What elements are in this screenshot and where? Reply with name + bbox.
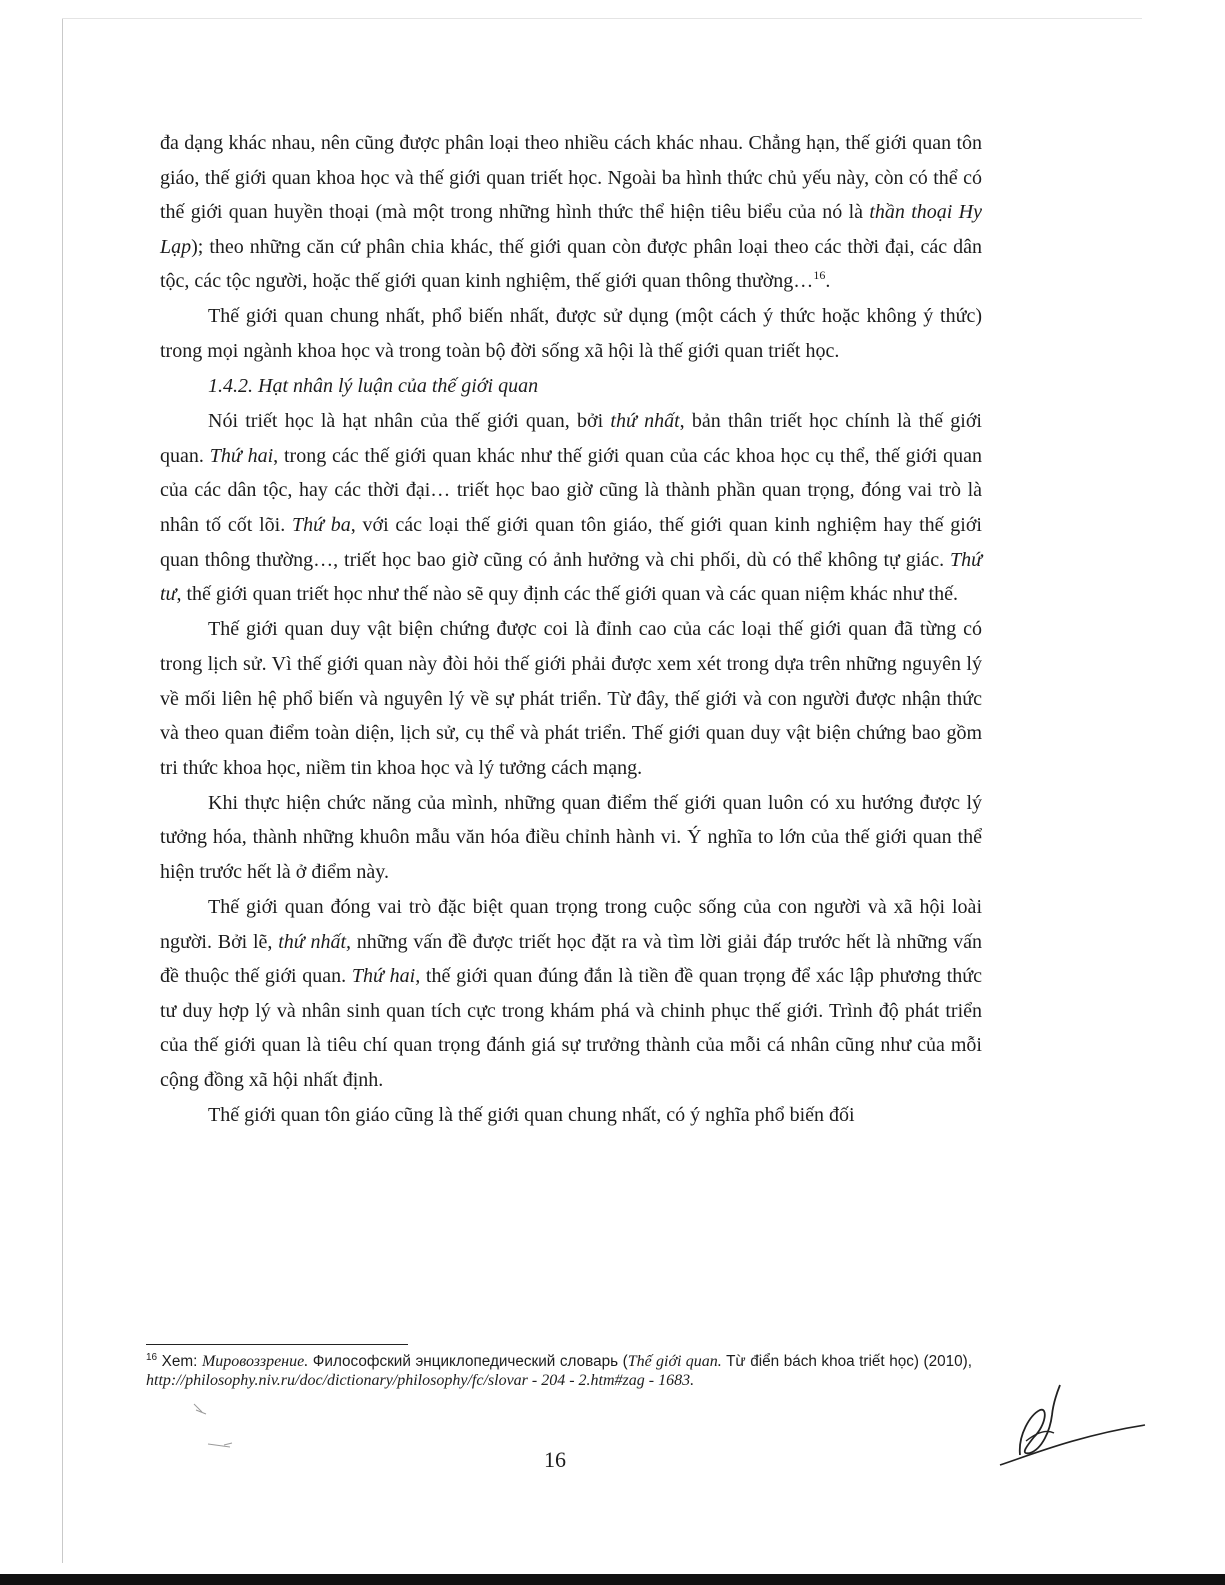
section-heading: 1.4.2. Hạt nhân lý luận của thế giới quan: [208, 375, 539, 398]
footnote-url[interactable]: http://philosophy.niv.ru/doc/dictionary/philosophy/fc/slovar - 204 - 2.htm#zag - 1683.: [146, 1372, 695, 1389]
paragraph-2: Thế giới quan chung nhất, phổ biến nhất, được sử dụng (một cách ý thức hoặc không ý thức) trong mọi ngành khoa học và trong toàn bộ đời sống xã hội là thế giới quan triết học.: [160, 305, 982, 363]
paragraph-6-text-a: Thế giới quan đóng vai trò đặc biệt quan trọng trong cuộc sống của con người và xã hội loài người. Bởi lẽ,: [160, 896, 982, 953]
paragraph-7: Thế giới quan tôn giáo cũng là thế giới quan chung nhất, có ý nghĩa phổ biến đối: [208, 1104, 855, 1127]
page-edge-left: [62, 18, 63, 1563]
paragraph-3-text-a: Nói triết học là hạt nhân của thế giới quan, bởi: [208, 410, 611, 433]
paragraph-3-text-i: , thế giới quan triết học như thế nào sẽ quy định các thế giới quan và các quan niệm khác như thế.: [176, 583, 958, 606]
paragraph-3: [160, 404, 982, 612]
footnote-source: Философский энциклопедический словарь (: [308, 1353, 628, 1370]
page-number: 16: [544, 1447, 566, 1472]
paragraph-6-text-e: thế giới quan đúng đắn là tiền đề quan trọng để xác lập phương thức tư duy hợp lý và nhân sinh quan tích cực trong khám phá và chinh phục thế giới. Trình độ phát triển của thế giới quan là tiêu chí quan trọng đánh giá sự trưởng thành của mỗi cá nhân cũng như của mỗi cộng đồng xã hội nhất định.: [160, 965, 983, 1092]
paragraph-3-italic-b: thứ nhất: [610, 410, 680, 433]
paragraph-3-text-c: , bản thân triết học chính là thế giới quan.: [160, 410, 982, 467]
footnote-separator: [146, 1344, 408, 1345]
footnote-reference[interactable]: 16: [813, 268, 826, 283]
footnote-title: Мировоззрение.: [201, 1353, 309, 1370]
page-edge-bottom: [0, 1574, 1225, 1585]
paragraph-1: [160, 126, 982, 299]
paragraph-6-text-c: những vấn đề được triết học đặt ra và tìm lời giải đáp trước hết là những vấn đề thuộc thế giới quan.: [160, 930, 982, 988]
paragraph-1-italic: thần thoại Hy Lạp: [160, 201, 982, 258]
paragraph-4: Thế giới quan duy vật biện chứng được coi là đỉnh cao của các loại thế giới quan đã từng có trong lịch sử. Vì thế giới quan này đòi hỏi thế giới phải được xem xét trong dựa trên những nguyên lý về mối liên hệ phổ biến và nguyên lý về sự phát triển. Từ đây, thế giới và con người được nhận thức và theo quan điểm toàn diện, lịch sử, cụ thể và phát triển. Thế giới quan duy vật biện chứng bao gồm tri thức khoa học, niềm tin khoa học và lý tưởng cách mạng.: [160, 618, 982, 779]
paragraph-3-italic-h: Thứ tư: [160, 548, 982, 606]
paragraph-3-text-g: , với các loại thế giới quan tôn giáo, thế giới quan kinh nghiệm hay thế giới quan thông thường…, triết học bao giờ cũng có ảnh hưởng và chi phối, dù có thể không tự giác.: [160, 514, 982, 571]
paragraph-1-tail: .: [825, 270, 831, 293]
handwritten-signature: [990, 1375, 1150, 1475]
body-text: [160, 126, 982, 1133]
paragraph-3-italic-d: Thứ hai: [209, 444, 274, 467]
footnote-vn-rest: Từ điển bách khoa triết học) (2010),: [721, 1353, 973, 1370]
page-edge-top: [62, 18, 1142, 19]
footnote-lead: Xem:: [157, 1353, 202, 1370]
paragraph-6-italic-b: thứ nhất,: [278, 930, 351, 953]
footnote-number: 16: [146, 1352, 158, 1363]
paragraph-3-text-e: , trong các thế giới quan khác như thế giới quan của các khoa học cụ thể, thế giới quan của các dân tộc, hay các thời đại… triết học bao giờ cũng là thành phần quan trọng, đóng vai trò là nhân tố cốt lõi.: [160, 444, 982, 537]
paragraph-5: Khi thực hiện chức năng của mình, những quan điểm thế giới quan luôn có xu hướng được lý tưởng hóa, thành những khuôn mẫu văn hóa điều chỉnh hành vi. Ý nghĩa to lớn của thế giới quan thể hiện trước hết là ở điểm này.: [160, 791, 982, 883]
paragraph-3-italic-f: Thứ ba: [291, 514, 351, 537]
paragraph-1-text: đa dạng khác nhau, nên cũng được phân loại theo nhiều cách khác nhau. Chẳng hạn, thế giới quan tôn giáo, thế giới quan khoa học và thế giới quan triết học. Ngoài ba hình thức chủ yếu này, còn có thể có thế giới quan huyền thoại (mà một trong những hình thức thể hiện tiêu biểu của nó là: [160, 132, 982, 224]
scan-specks: [190, 1400, 260, 1460]
paragraph-6-italic-d: Thứ hai,: [351, 965, 421, 988]
footnote: [146, 1352, 972, 1390]
paragraph-1-text-end: ); theo những căn cứ phân chia khác, thế giới quan còn được phân loại theo các thời đại, các dân tộc, các tộc người, hoặc thế giới quan kinh nghiệm, thế giới quan thông thường…: [160, 235, 982, 293]
paragraph-6: [160, 890, 982, 1098]
footnote-vn-title: Thế giới quan.: [627, 1353, 722, 1370]
